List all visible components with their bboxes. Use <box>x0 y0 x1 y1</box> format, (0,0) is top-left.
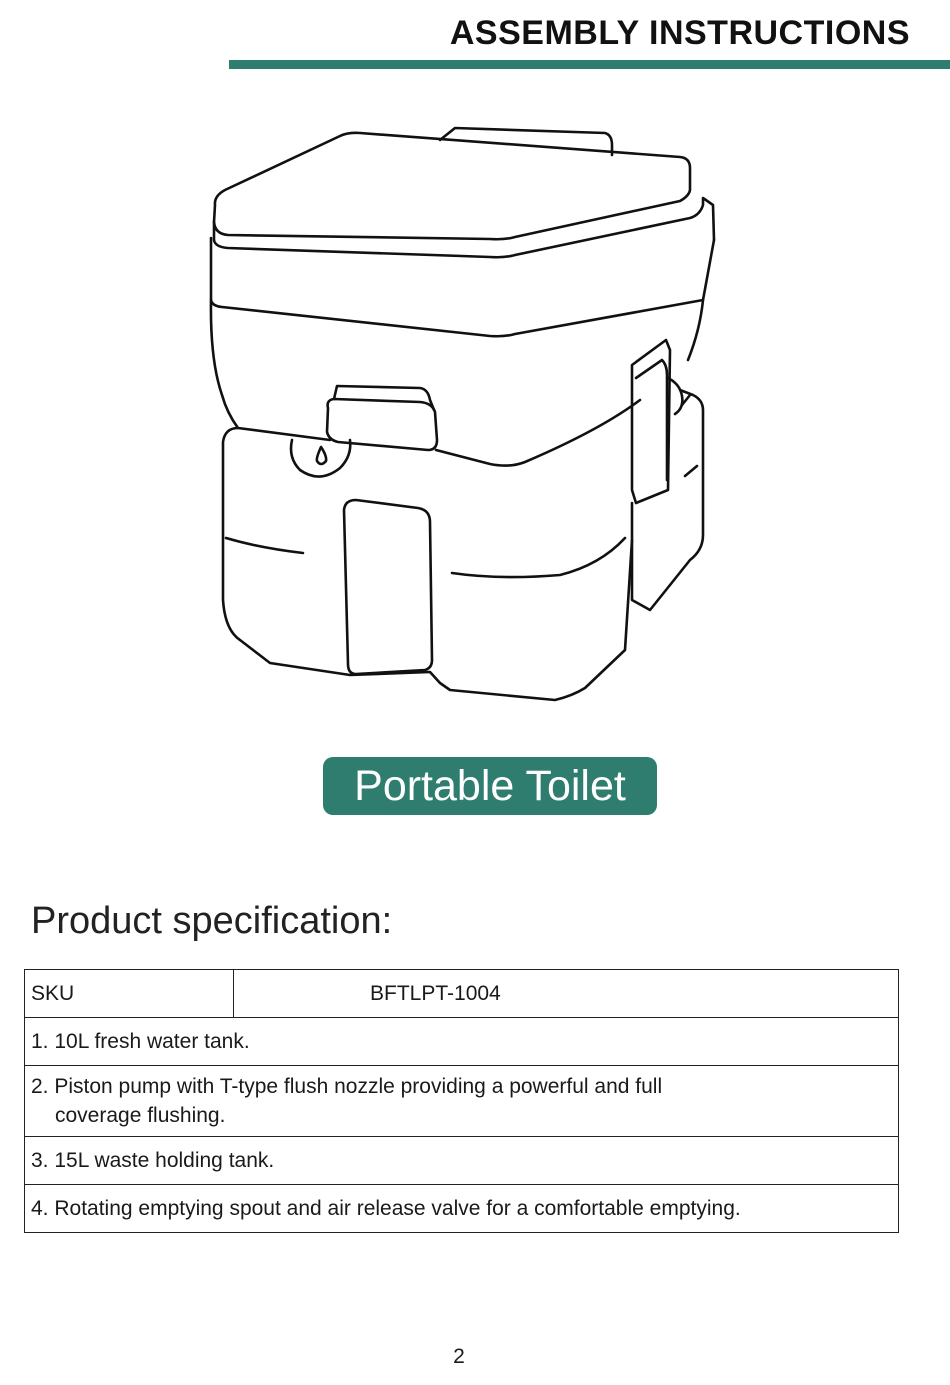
sku-label: SKU <box>25 970 234 1018</box>
product-name-badge: Portable Toilet <box>323 757 657 815</box>
sku-value: BFTLPT-1004 <box>234 970 899 1018</box>
spec-item <box>25 1066 899 1137</box>
table-row <box>25 1185 899 1233</box>
spec-item-line: coverage flushing. <box>55 1104 226 1127</box>
page-header-title: ASSEMBLY INSTRUCTIONS <box>449 14 910 52</box>
specification-table <box>24 969 899 1233</box>
spec-item: 1. 10L fresh water tank. <box>25 1018 899 1066</box>
table-row <box>25 970 899 1018</box>
portable-toilet-illustration <box>195 120 725 710</box>
table-row <box>25 1066 899 1137</box>
spec-item: 3. 15L waste holding tank. <box>25 1137 899 1185</box>
specification-heading: Product specification: <box>31 900 393 942</box>
table-row <box>25 1018 899 1066</box>
header-accent-bar <box>229 60 950 69</box>
spec-item-line: 2. Piston pump with T-type flush nozzle providing a powerful and full <box>31 1075 663 1098</box>
spec-item: 4. Rotating emptying spout and air release valve for a comfortable emptying. <box>25 1185 899 1233</box>
page-number: 2 <box>453 1345 465 1368</box>
table-row <box>25 1137 899 1185</box>
